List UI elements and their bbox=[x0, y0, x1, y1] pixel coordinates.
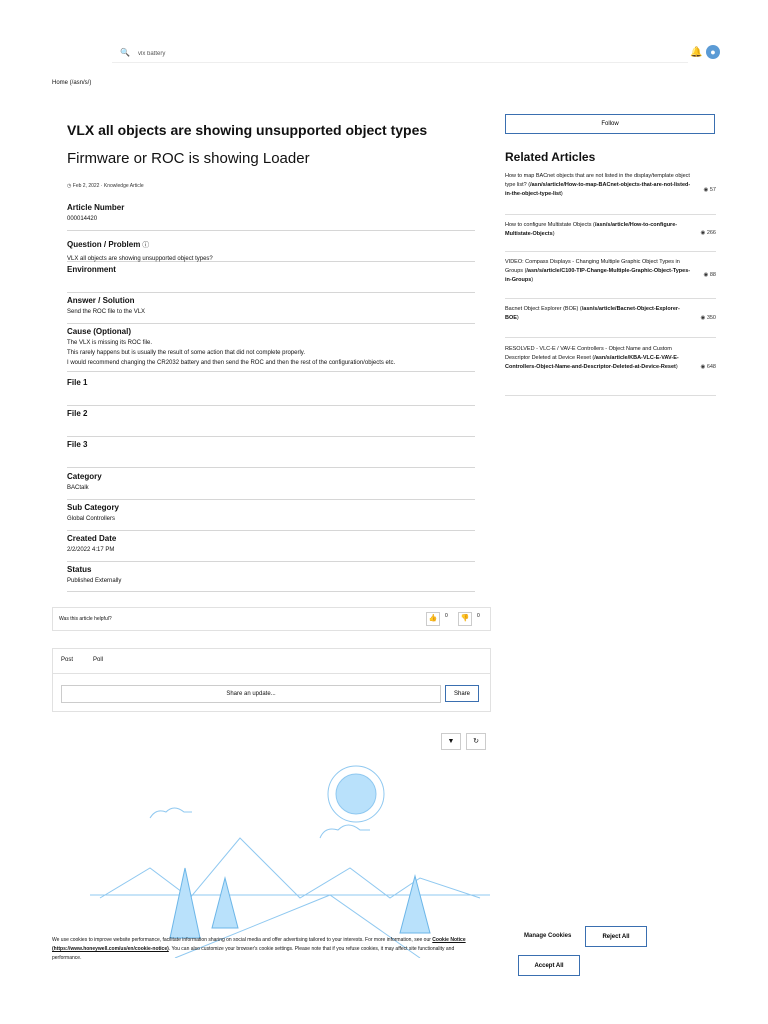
related-article-title[interactable] bbox=[505, 172, 693, 199]
tab-post[interactable]: Post bbox=[61, 657, 74, 663]
field-value: 2/2/2022 4:17 PM bbox=[67, 547, 115, 553]
related-article-text[interactable]: How to map BACnet objects that are not listed in the display/template object type list? ( bbox=[505, 173, 690, 188]
article-field bbox=[67, 378, 475, 406]
related-article-link[interactable]: /asn/s/article/KBA-VLC-E-VAV-E-Controllers-Object-Name-and-Descriptor-Deleted-at-Device-Reset bbox=[505, 355, 679, 370]
field-value: Published Externally bbox=[67, 578, 122, 584]
article-field bbox=[67, 440, 475, 468]
related-article-views bbox=[704, 187, 716, 193]
search-icon: 🔍 bbox=[120, 48, 130, 57]
field-value: Global Controllers bbox=[67, 516, 116, 522]
field-value: 000014420 bbox=[67, 216, 98, 222]
related-article-views bbox=[700, 364, 716, 370]
related-article-item[interactable] bbox=[505, 221, 716, 252]
clock-icon: ◷ bbox=[67, 183, 72, 189]
info-icon: ⓘ bbox=[140, 242, 150, 249]
article-field bbox=[67, 327, 475, 372]
accept-all-button[interactable]: Accept All bbox=[518, 955, 580, 976]
view-count: 88 bbox=[709, 272, 716, 278]
field-label: Sub Category bbox=[67, 503, 120, 512]
article-field bbox=[67, 203, 475, 231]
field-label: File 2 bbox=[67, 409, 88, 418]
manage-cookies-link[interactable]: Manage Cookies bbox=[524, 933, 572, 939]
related-article-title[interactable] bbox=[505, 345, 693, 372]
thumbs-down-icon[interactable]: 👎 bbox=[458, 612, 472, 626]
helpful-question: Was this article helpful? bbox=[59, 616, 112, 622]
field-label: Environment bbox=[67, 265, 116, 274]
related-article-text[interactable]: RESOLVED - VLC-E / VAV-E Controllers - Object Name and Custom Descriptor Deleted at Device Reset ( bbox=[505, 346, 672, 361]
related-article-title[interactable] bbox=[505, 305, 693, 323]
related-article-views bbox=[700, 315, 716, 321]
related-article-item[interactable] bbox=[505, 172, 716, 215]
empty-feed-illustration-icon bbox=[90, 758, 490, 958]
related-article-link[interactable]: /asn/s/article/Bacnet-Object-Explorer-BOE bbox=[505, 306, 680, 321]
related-article-title[interactable] bbox=[505, 221, 693, 239]
field-label: Created Date bbox=[67, 534, 117, 543]
related-article-item[interactable] bbox=[505, 305, 716, 338]
related-article-tail: ) bbox=[552, 231, 555, 237]
bell-icon[interactable]: 🔔 bbox=[690, 47, 703, 58]
article-field bbox=[67, 472, 475, 500]
filter-icon[interactable]: ▼ bbox=[441, 733, 461, 750]
view-count: 57 bbox=[709, 187, 716, 193]
follow-button[interactable]: Follow bbox=[505, 114, 715, 134]
related-article-text[interactable]: How to configure Multistate Objects ( bbox=[505, 222, 595, 228]
field-value: BACtalk bbox=[67, 485, 89, 491]
related-article-text[interactable]: VIDEO: Compass Displays - Changing Multiple Graphic Object Types in Groups ( bbox=[505, 259, 680, 274]
related-articles-title: Related Articles bbox=[505, 150, 596, 164]
search-input[interactable] bbox=[136, 47, 680, 61]
view-count: 266 bbox=[706, 230, 716, 236]
tab-divider bbox=[53, 673, 490, 674]
related-article-views bbox=[700, 230, 716, 236]
article-field bbox=[67, 265, 475, 293]
field-value: The VLX is missing its ROC file. This rarely happens but is usually the result of some action that did not complete properly. I would recommend changing the CR2032 battery and then send the ROC and then the rest of the configuration/objects etc. bbox=[67, 340, 396, 366]
article-title: VLX all objects are showing unsupported object types bbox=[67, 122, 428, 138]
eye-icon: ◉ bbox=[703, 187, 710, 193]
related-article-item[interactable] bbox=[505, 345, 716, 396]
field-label: Question / Problem bbox=[67, 240, 141, 249]
breadcrumb[interactable]: Home (/asn/s/) bbox=[52, 80, 92, 86]
view-count: 350 bbox=[706, 315, 716, 321]
field-label: Answer / Solution bbox=[67, 296, 135, 305]
publisher bbox=[52, 648, 491, 712]
eye-icon: ◉ bbox=[700, 364, 707, 370]
related-article-link[interactable]: /asn/s/article/How-to-configure-Multistate-Objects bbox=[505, 222, 678, 237]
article-field bbox=[67, 565, 475, 592]
reject-all-button[interactable]: Reject All bbox=[585, 926, 647, 947]
related-article-link[interactable]: /asn/s/article/How-to-map-BACnet-objects-that-are-not-listed-in-the-object-type-list bbox=[505, 182, 691, 197]
thumbs-up-count: 0 bbox=[445, 613, 448, 619]
field-label: Cause (Optional) bbox=[67, 327, 132, 336]
article-field bbox=[67, 234, 475, 262]
article-field bbox=[67, 503, 475, 531]
article-field bbox=[67, 409, 475, 437]
share-button[interactable]: Share bbox=[445, 685, 479, 702]
article-field bbox=[67, 296, 475, 324]
tab-poll[interactable]: Poll bbox=[93, 657, 104, 663]
related-article-title[interactable] bbox=[505, 258, 693, 285]
share-update-input[interactable]: Share an update... bbox=[61, 685, 441, 703]
cookie-notice-link[interactable]: Cookie Notice (https://www.honeywell.com/us/en/cookie-notice) bbox=[52, 937, 466, 952]
article-subtitle: Firmware or ROC is showing Loader bbox=[67, 150, 310, 167]
related-article-views bbox=[704, 272, 716, 278]
related-article-tail: ) bbox=[675, 364, 678, 370]
thumbs-down-count: 0 bbox=[477, 613, 480, 619]
related-article-tail: ) bbox=[531, 277, 534, 283]
related-article-link[interactable]: /asn/s/article/C100-TIP-Change-Multiple-Graphic-Object-Types-in-Groups bbox=[505, 268, 691, 283]
article-meta: ◷ Feb 2, 2022 · Knowledge Article bbox=[67, 183, 144, 189]
related-article-text[interactable]: Bacnet Object Explorer (BOE) ( bbox=[505, 306, 582, 312]
field-label: Category bbox=[67, 472, 102, 481]
related-article-tail: ) bbox=[516, 315, 519, 321]
refresh-icon[interactable]: ↻ bbox=[466, 733, 486, 750]
field-label: File 1 bbox=[67, 378, 88, 387]
cookie-notice: We use cookies to improve website performance, facilitate information sharing on social media and offer advertising tailored to your interests. For more information, see our Cookie Notice (https://www.honeywell.com/us/en/cookie-notice). You can also customize your browser's cookie settings. Please note that if you refuse cookies, it may affect site functionality and performance. bbox=[52, 937, 466, 961]
field-label: File 3 bbox=[67, 440, 88, 449]
helpful-bar bbox=[52, 607, 491, 631]
thumbs-up-icon[interactable]: 👍 bbox=[426, 612, 440, 626]
eye-icon: ◉ bbox=[700, 315, 707, 321]
view-count: 648 bbox=[706, 364, 716, 370]
search-bar[interactable] bbox=[112, 44, 688, 63]
eye-icon: ◉ bbox=[703, 272, 710, 278]
field-label: Article Number bbox=[67, 203, 125, 212]
field-value: Send the ROC file to the VLX bbox=[67, 309, 146, 315]
user-avatar-icon[interactable]: ● bbox=[706, 45, 720, 59]
eye-icon: ◉ bbox=[700, 230, 707, 236]
article-field bbox=[67, 534, 475, 562]
related-article-tail: ) bbox=[560, 191, 563, 197]
field-value: VLX all objects are showing unsupported object types? bbox=[67, 256, 213, 262]
field-label: Status bbox=[67, 565, 92, 574]
related-article-item[interactable] bbox=[505, 258, 716, 299]
